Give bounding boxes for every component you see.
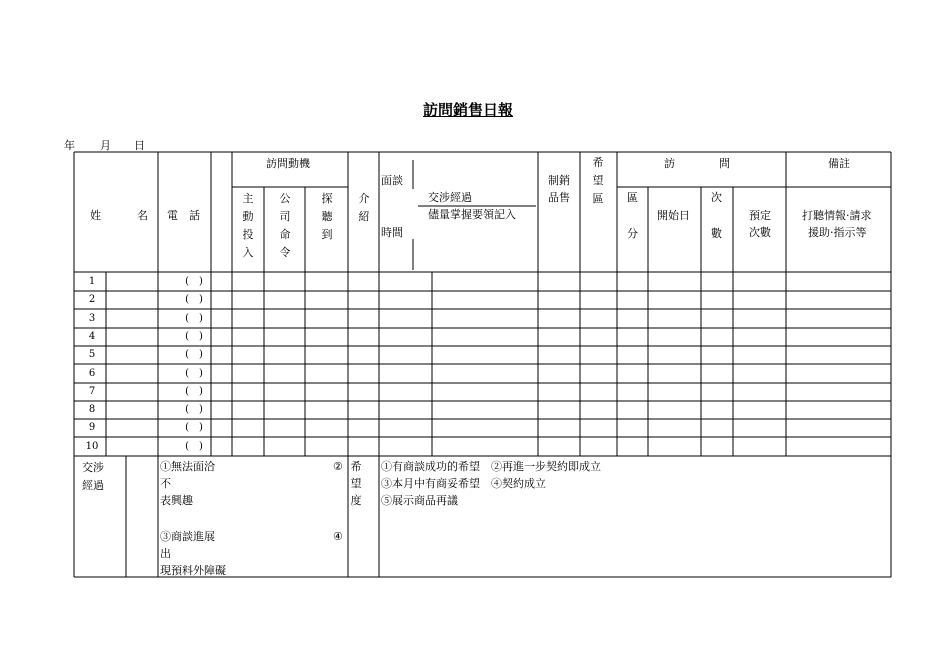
footer-process-text: 交涉經過 bbox=[82, 461, 104, 492]
phone-cell: ( ) bbox=[185, 276, 203, 287]
row-number: 7 bbox=[88, 386, 96, 397]
product-header-1: 制銷 bbox=[548, 174, 570, 187]
phone-cell: ( ) bbox=[185, 368, 203, 379]
phone-cell: ( ) bbox=[185, 386, 203, 397]
phone-cell: ( ) bbox=[185, 294, 203, 305]
row-number: 8 bbox=[88, 404, 96, 415]
report-title: 訪問銷售日報 bbox=[422, 101, 513, 119]
row-number: 5 bbox=[88, 349, 96, 360]
name-header-2: 名 bbox=[137, 209, 148, 222]
planned-count-header-1: 預定 bbox=[749, 209, 771, 222]
phone-cell: ( ) bbox=[185, 331, 203, 342]
name-header-1: 姓 bbox=[90, 209, 101, 222]
remarks-header: 備註 bbox=[828, 157, 850, 170]
hope-division-header: 希望區 bbox=[592, 156, 604, 205]
row-number: 10 bbox=[85, 441, 99, 452]
time-header: 時間 bbox=[381, 226, 403, 239]
footer-option-3: ③商談進展 bbox=[160, 530, 215, 543]
phone-cell: ( ) bbox=[185, 404, 203, 415]
intro-header: 介紹 bbox=[358, 192, 370, 223]
remarks-note-2: 援助·指示等 bbox=[808, 226, 867, 239]
hope-degree-label: 希望度 bbox=[350, 460, 362, 507]
month-label: 月 bbox=[100, 139, 111, 152]
product-header-2: 品售 bbox=[548, 191, 570, 204]
count-header-2: 數 bbox=[711, 227, 722, 240]
row-number: 6 bbox=[88, 368, 96, 379]
row-number: 9 bbox=[88, 422, 96, 433]
footer-option-1: ①無法面洽 bbox=[160, 460, 215, 473]
footer-mark-2: ② bbox=[333, 460, 343, 473]
process-header: 交涉經過 bbox=[428, 191, 472, 204]
row-number: 3 bbox=[88, 313, 96, 324]
motive-company-header: 公司命令 bbox=[279, 192, 291, 259]
motive-self-header: 主動投入 bbox=[242, 192, 254, 259]
footer-option-1-cont2: 表興趣 bbox=[160, 494, 193, 507]
process-note: 儘量掌握要領記入 bbox=[428, 208, 516, 221]
footer-mark-4: ④ bbox=[333, 530, 343, 543]
day-label: 日 bbox=[134, 139, 145, 152]
footer-option-3-cont: 出 bbox=[160, 547, 171, 560]
row-number: 1 bbox=[88, 276, 96, 287]
footer-option-3-cont2: 現預料外障礙 bbox=[160, 564, 226, 577]
footer-process-label bbox=[82, 459, 112, 495]
motive-heard-header: 探聽到 bbox=[321, 192, 333, 241]
division-header-2: 分 bbox=[627, 227, 638, 240]
phone-cell: ( ) bbox=[185, 422, 203, 433]
start-day-header: 開始日 bbox=[657, 209, 690, 222]
year-label: 年 bbox=[64, 139, 75, 152]
footer-option-1-cont: 不 bbox=[160, 477, 171, 490]
remarks-note-1: 打聽情報·請求 bbox=[802, 209, 872, 222]
count-header-1: 次 bbox=[711, 191, 722, 204]
hope-level-line-2: ③本月中有商妥希望 ④契約成立 bbox=[381, 477, 546, 490]
visit-header: 訪 問 bbox=[664, 157, 730, 170]
hope-level-line-3: ⑤展示商品再議 bbox=[381, 494, 458, 507]
phone-cell: ( ) bbox=[185, 313, 203, 324]
interview-header: 面談 bbox=[381, 174, 403, 187]
visit-motive-header: 訪問動機 bbox=[266, 157, 310, 170]
row-number: 2 bbox=[88, 294, 96, 305]
division-header-1: 區 bbox=[627, 191, 638, 204]
planned-count-header-2: 次數 bbox=[749, 226, 771, 239]
phone-cell: ( ) bbox=[185, 441, 203, 452]
phone-header: 電 話 bbox=[167, 209, 200, 222]
hope-level-line-1: ①有商談成功的希望 ②再進一步契約即成立 bbox=[381, 460, 601, 473]
row-number: 4 bbox=[88, 331, 96, 342]
phone-cell: ( ) bbox=[185, 349, 203, 360]
